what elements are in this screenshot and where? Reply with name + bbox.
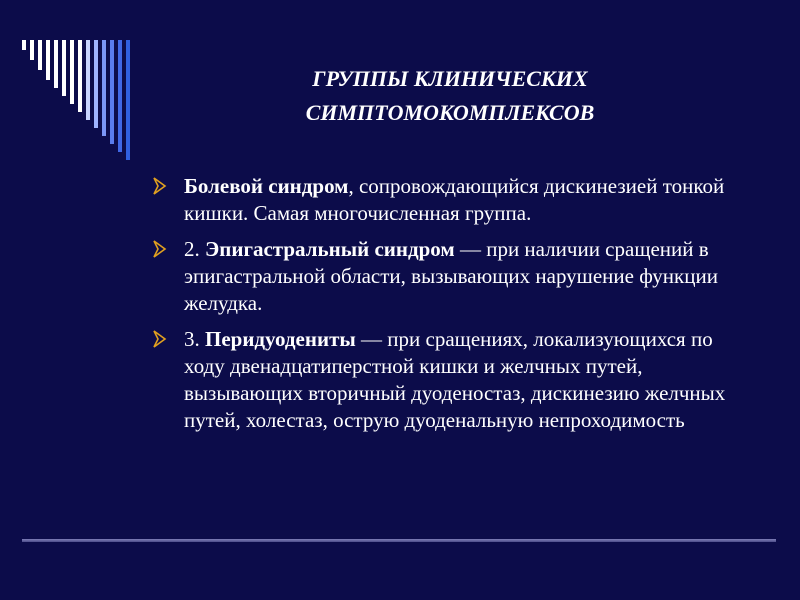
title-line-1: ГРУППЫ КЛИНИЧЕСКИХ xyxy=(312,66,588,91)
bullet-text: 3. Перидуодениты — при сращениях, локализующихся по ходу двенадцатиперстной кишки и желчных путей, вызывающих вторичный дуоденостаз, дискинезию желчных путей, холестаз, острую дуоденальную непроходимость xyxy=(184,327,726,432)
title-line-2: СИМПТОМОКОМПЛЕКСОВ xyxy=(305,100,595,125)
bullet-item xyxy=(152,326,752,434)
bullet-bold: Болевой синдром xyxy=(184,174,349,198)
bullet-text: 2. Эпигастральный синдром — при наличии сращений в эпигастральной области, вызывающих нарушение функции желудка. xyxy=(184,237,718,315)
bullet-item xyxy=(152,236,752,317)
bullet-list xyxy=(152,173,752,443)
bullet-text: Болевой синдром, сопровождающийся дискинезией тонкой кишки. Самая многочисленная группа. xyxy=(184,174,725,225)
bullet-bold: Перидуодениты xyxy=(205,327,356,351)
vertical-stripes-decoration xyxy=(22,40,142,170)
bullet-item xyxy=(152,173,752,227)
bullet-bold: Эпигастральный синдром xyxy=(205,237,455,261)
footer-divider xyxy=(22,539,776,542)
arrowhead-bullet-icon xyxy=(152,328,168,350)
slide-title xyxy=(200,62,700,130)
arrowhead-bullet-icon xyxy=(152,238,168,260)
arrowhead-bullet-icon xyxy=(152,175,168,197)
